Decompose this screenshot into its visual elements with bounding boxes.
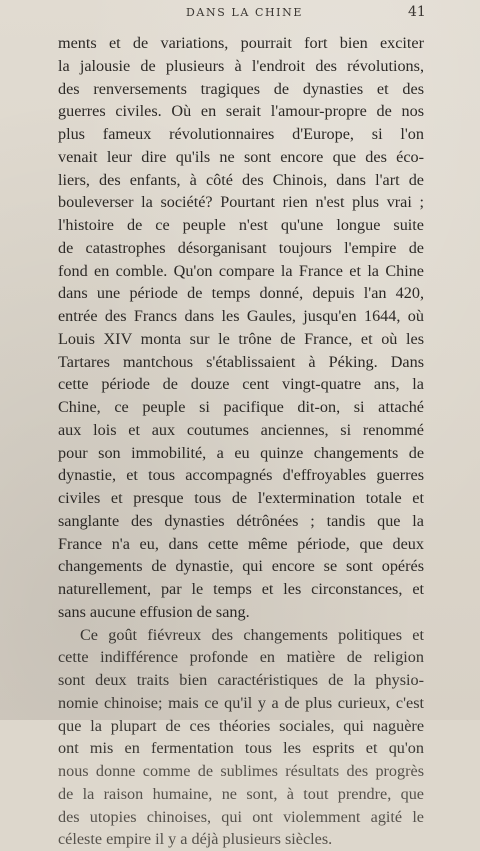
text-line: Tartares mantchous s'établissaient à Péking. Dans xyxy=(58,351,424,374)
text-line: ments et de variations, pourrait fort bien exciter xyxy=(58,32,424,55)
body-text xyxy=(58,32,424,851)
text-line: naturellement, par le temps et les circonstances, et xyxy=(58,578,424,601)
text-line: de catastrophes désorganisant toujours l'empire de xyxy=(58,237,424,260)
text-line: Louis XIV monta sur le trône de France, et où les xyxy=(58,328,424,351)
text-line: civiles et presque tous de l'extermination totale et xyxy=(58,487,424,510)
text-line: céleste empire il y a déjà plusieurs siècles. xyxy=(58,828,424,851)
text-line: des utopies chinoises, qui ont violemment agité le xyxy=(58,806,424,829)
text-line: fond en comble. Qu'on compare la France et la Chine xyxy=(58,260,424,283)
running-title: DANS LA CHINE xyxy=(186,6,303,19)
running-head xyxy=(0,4,480,22)
text-line: de la raison humaine, ne sont, à tout prendre, que xyxy=(58,783,424,806)
text-line: changements de dynastie, qui encore se sont opérés xyxy=(58,555,424,578)
text-line: nomie chinoise; mais ce qu'il y a de plus curieux, c'est xyxy=(58,692,424,715)
text-line: aux lois et aux coutumes anciennes, si renommé xyxy=(58,419,424,442)
text-line: entrée des Francs dans les Gaules, jusqu'en 1644, où xyxy=(58,305,424,328)
text-line: l'histoire de ce peuple n'est qu'une longue suite xyxy=(58,214,424,237)
text-line: dynastie, et tous accompagnés d'effroyables guerres xyxy=(58,464,424,487)
text-line: guerres civiles. Où en serait l'amour-propre de nos xyxy=(58,100,424,123)
text-line: sanglante des dynasties détrônées ; tandis que la xyxy=(58,510,424,533)
text-line: la jalousie de plusieurs à l'endroit des révolutions, xyxy=(58,55,424,78)
text-line: plus fameux révolutionnaires d'Europe, si l'on xyxy=(58,123,424,146)
text-line: cette indifférence profonde en matière de religion xyxy=(58,646,424,669)
text-line: France n'a eu, dans cette même période, que deux xyxy=(58,533,424,556)
paragraph xyxy=(58,624,424,851)
text-line: des renversements tragiques de dynasties et des xyxy=(58,78,424,101)
text-line: que la plupart de ces théories sociales, qui naguère xyxy=(58,715,424,738)
text-line: Ce goût fiévreux des changements politiques et xyxy=(58,624,424,647)
text-line: sans aucune effusion de sang. xyxy=(58,601,424,624)
paragraph xyxy=(58,32,424,624)
text-line: venait leur dire qu'ils ne sont encore que des éco- xyxy=(58,146,424,169)
text-line: Chine, ce peuple si pacifique dit-on, si attaché xyxy=(58,396,424,419)
text-line: pour son immobilité, a eu quinze changements de xyxy=(58,442,424,465)
text-line: dans une période de temps donné, depuis l'an 420, xyxy=(58,282,424,305)
text-line: sont deux traits bien caractéristiques de la physio- xyxy=(58,669,424,692)
text-line: ont mis en fermentation tous les esprits et qu'on xyxy=(58,737,424,760)
page-number: 41 xyxy=(408,4,426,20)
text-line: cette période de douze cent vingt-quatre ans, la xyxy=(58,373,424,396)
text-line: liers, des enfants, à côté des Chinois, dans l'art de xyxy=(58,169,424,192)
text-line: bouleverser la société? Pourtant rien n'est plus vrai ; xyxy=(58,191,424,214)
text-line: nous donne comme de sublimes résultats des progrès xyxy=(58,760,424,783)
